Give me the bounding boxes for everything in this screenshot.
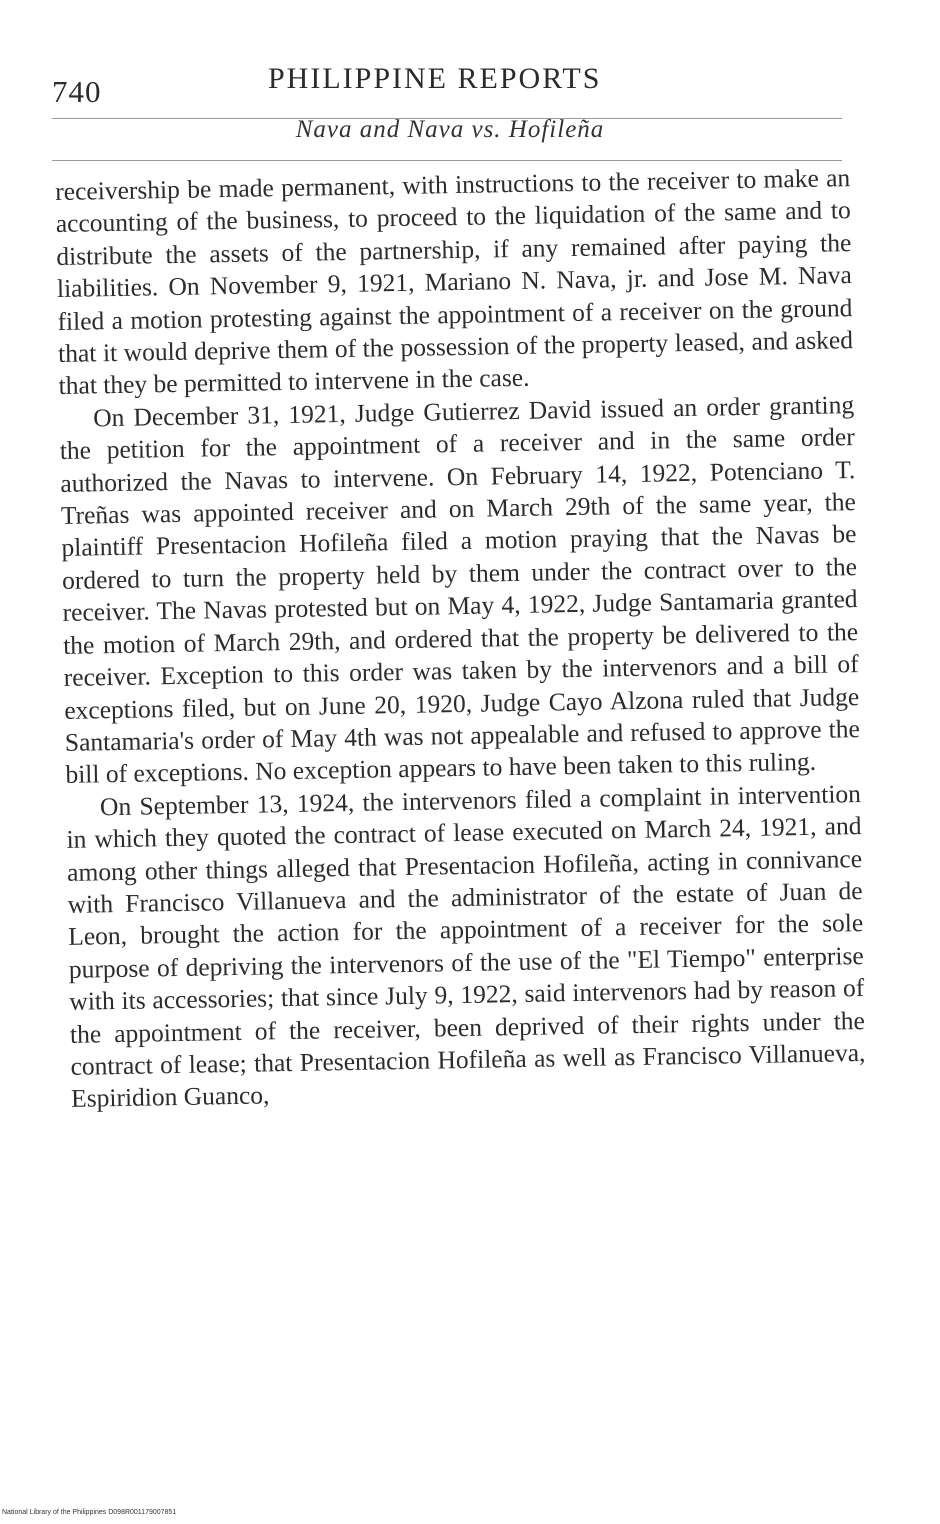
case-title: Nava and Nava vs. Hofileña (295, 116, 605, 143)
paragraph-1: receivership be made permanent, with instructions to the receiver to make an accounting of the business, to proceed to the liquidation of the same and to distribute the assets of the partnership, if any remained after paying the liabilities. On November 9, 1921, Mariano N. Nava, jr. and Jose M. Nava filed a motion protesting against the appointment of a receiver on the ground that it would deprive them of the possession of the property leased, and asked that they be permitted to intervene in the case. (55, 163, 854, 401)
page-header (52, 62, 852, 114)
paragraph-3: On September 13, 1924, the intervenors filed a complaint in intervention in which they quoted the contract of lease executed on March 24, 1921, and among other things alleged that Presentacion Hofileña, acting in connivance with Francisco Villanueva and the administrator of the estate of Juan de Leon, brought the action for the appointment of a receiver for the sole purpose of depriving the intervenors of the use of the "El Tiempo" enterprise with its accessories; that since July 9, 1922, said intervenors had by reason of the appointment of the receiver, been deprived of their rights under the contract of lease; that Presentacion Hofileña as well as Francisco Villanueva, Espiridion Guanco, (66, 778, 866, 1114)
running-title: PHILIPPINE REPORTS (268, 62, 602, 95)
header-rule-bottom (52, 160, 842, 161)
paragraph-2: On December 31, 1921, Judge Gutierrez David issued an order granting the petition for the appointment of a receiver and in the same order authorized the Navas to intervene. On February 14, 1922, Potenciano T. Treñas was appointed receiver and on March 29th of the same year, the plaintiff Presentacion Hofileña filed a motion praying that the Navas be ordered to turn the property held by them under the contract over to the receiver. The Navas protested but on May 4, 1922, Judge Santamaria granted the motion of March 29th, and ordered that the property be delivered to the receiver. Exception to this order was taken by the intervenors and a bill of exceptions filed, but on June 20, 1920, Judge Cayo Alzona ruled that Judge Santamaria's order of May 4th was not appealable and refused to approve the bill of exceptions. No exception appears to have been taken to this ruling. (59, 389, 861, 790)
page-number: 740 (52, 74, 102, 109)
body-text (55, 162, 866, 1116)
library-stamp: National Library of the Philippines D098R001179007851 (2, 1509, 177, 1516)
